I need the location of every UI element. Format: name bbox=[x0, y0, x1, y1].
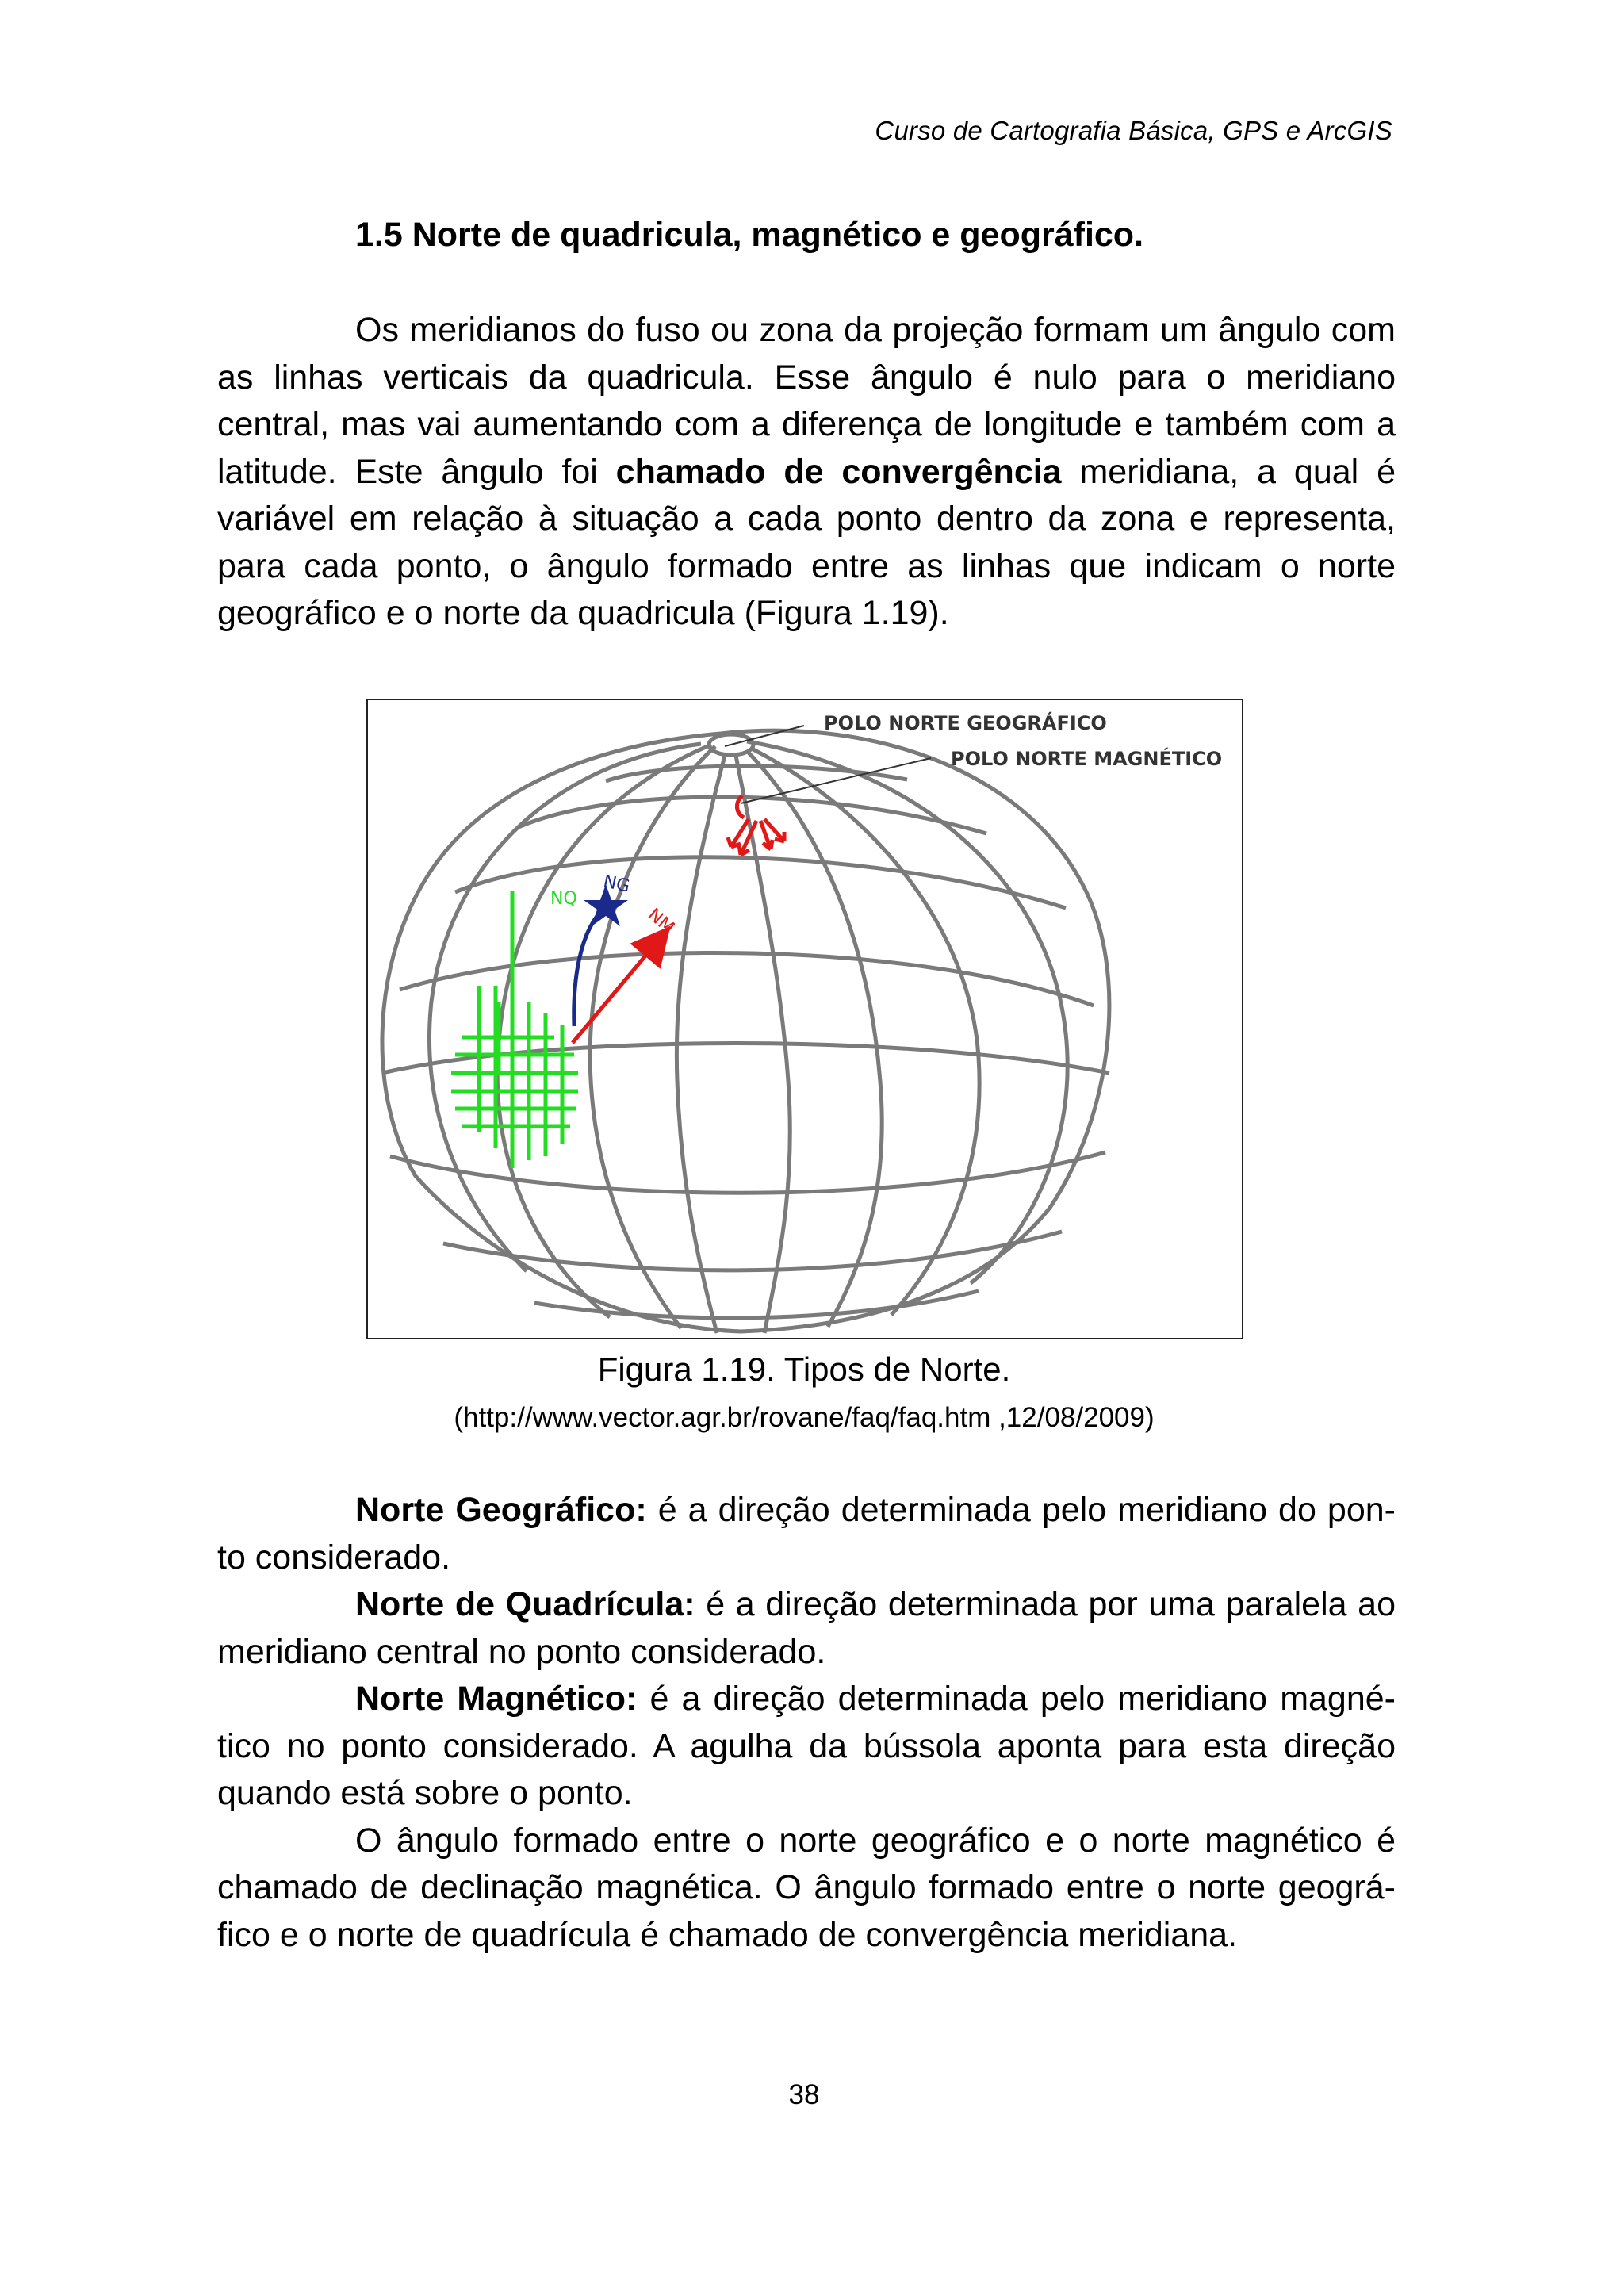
definition-term: Norte Magnético: bbox=[355, 1680, 638, 1718]
label-nm: NM bbox=[643, 905, 679, 939]
label-ng: NG bbox=[601, 872, 632, 897]
label-nq: NQ bbox=[550, 889, 577, 909]
section-title: 1.5 Norte de quadricula, magnético e geográfico. bbox=[355, 216, 1144, 254]
definition-norte-geografico bbox=[217, 1487, 1396, 1581]
magnetic-pole-marker bbox=[728, 795, 784, 855]
page-number: 38 bbox=[788, 2079, 820, 2110]
intro-paragraph bbox=[217, 307, 1396, 638]
definition-norte-magnetico bbox=[217, 1676, 1396, 1818]
label-polo-norte-magnetico: POLO NORTE MAGNÉTICO bbox=[951, 748, 1223, 770]
grid-north-lines bbox=[451, 891, 578, 1168]
figure-source: (http://www.vector.agr.br/rovane/faq/faq.htm ,12/08/2009) bbox=[454, 1402, 1155, 1433]
definition-text: é a direção determinada por uma paralela ao meridiano central no ponto considerado. bbox=[217, 1585, 1396, 1671]
figure-tipos-de-norte bbox=[366, 699, 1243, 1339]
intro-text-2: meridiana, a qual é variável em relação à situação a cada ponto dentro da zona e representa, para cada ponto, o ângulo formado entre as linhas que indicam o norte geográfico e o norte da quadricula (Figura 1.19). bbox=[217, 452, 1396, 632]
definitions-block bbox=[217, 1487, 1396, 1959]
definition-text: é a direção determinada pelo meridiano do pon-to considerado. bbox=[217, 1491, 1396, 1577]
definition-text: é a direção determinada pelo meridiano magné-tico no ponto considerado. A agulha da bússola aponta para esta direção quando está sobre o ponto. bbox=[217, 1680, 1396, 1812]
definition-term: Norte de Quadrícula: bbox=[355, 1585, 695, 1623]
magnetic-north-arrow bbox=[573, 935, 663, 1043]
definition-norte-quadricula bbox=[217, 1581, 1396, 1676]
globe-diagram bbox=[368, 700, 1242, 1338]
running-header: Curso de Cartografia Básica, GPS e ArcGIS bbox=[875, 116, 1392, 145]
label-polo-norte-geografico: POLO NORTE GEOGRÁFICO bbox=[824, 712, 1107, 734]
intro-text-1: Os meridianos do fuso ou zona da projeção formam um ângulo com as linhas verticais da quadricula. Esse ângulo é nulo para o meridiano central, mas vai aumentando com a diferença de longitude e também com a latitude. Este ângulo foi bbox=[217, 311, 1396, 491]
figure-caption: Figura 1.19. Tipos de Norte. bbox=[597, 1351, 1011, 1388]
definition-term: Norte Geográfico: bbox=[355, 1491, 647, 1529]
closing-text: O ângulo formado entre o norte geográfico e o norte magnético é chamado de declinação magnética. O ângulo formado entre o norte geográ-fico e o norte de quadrícula é chamado de convergência meridiana. bbox=[217, 1821, 1396, 1954]
intro-bold: chamado de convergência bbox=[615, 452, 1062, 491]
closing-paragraph bbox=[217, 1818, 1396, 1960]
